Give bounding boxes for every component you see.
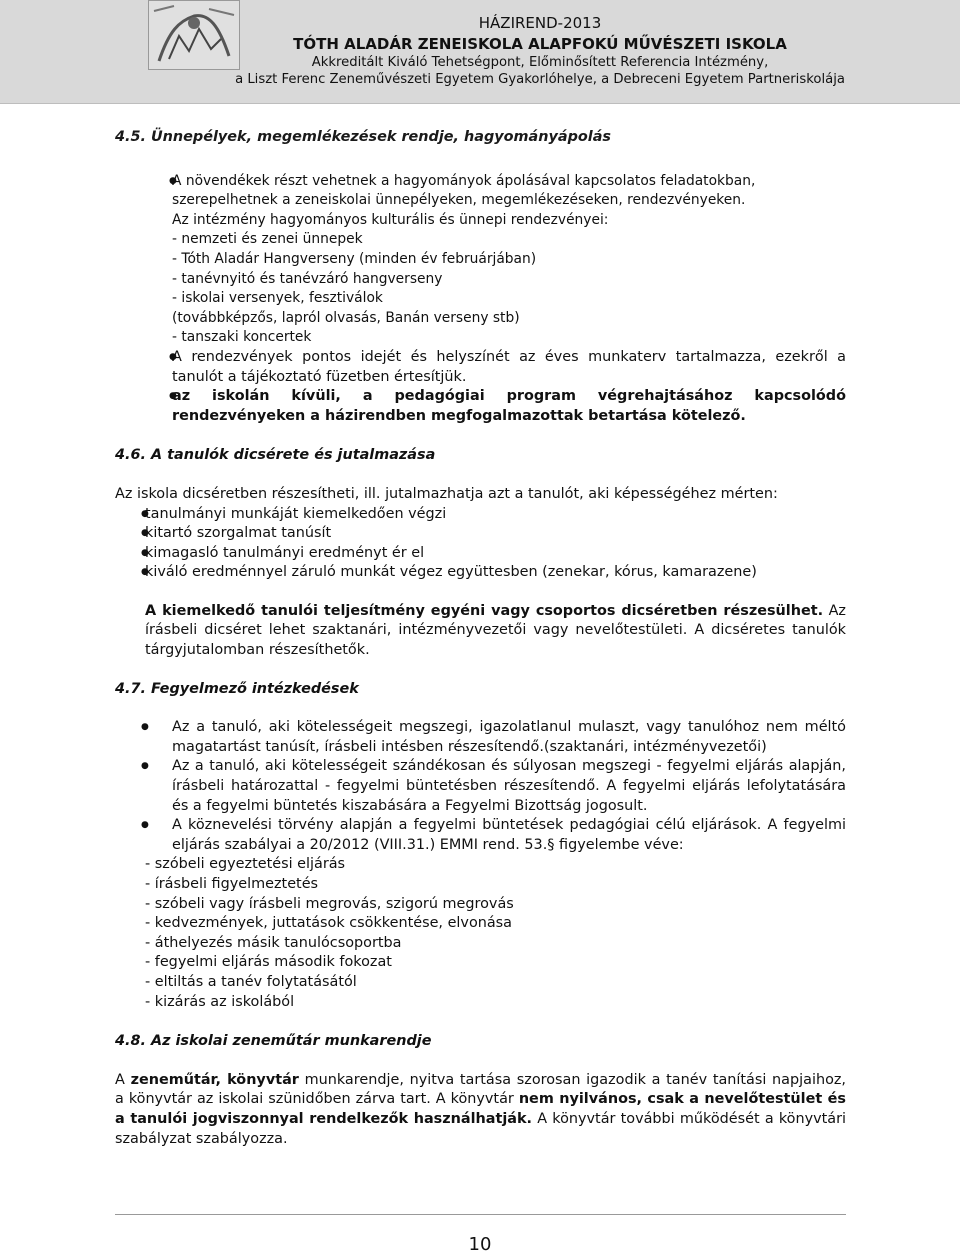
list-item: ● az iskolán kívüli, a pedagógiai program végrehajtásához kapcsolódó rendezvényeken a házirendben megfogalmazottak betartása kötelező.: [142, 387, 846, 426]
section-4-6-intro: Az iskola dicséretben részesítheti, ill. jutalmazhatja azt a tanulót, aki képességéhez mérten:: [115, 485, 778, 502]
header-subtitle-2: a Liszt Ferenc Zeneművészeti Egyetem Gyakorlóhelye, a Debreceni Egyetem Partneriskolája: [235, 72, 845, 87]
sanctions-list: [115, 855, 846, 1012]
event-line: - iskolai versenyek, fesztiválok: [172, 290, 383, 307]
paragraph-text: Az írásbeli dicséret lehet szaktanári, intézményvezetői vagy nevelőtestületi. A dicséretes tanulók tárgyjutalomban részesíthetők.: [145, 602, 846, 659]
list-item: ● A rendezvények pontos idejét és helyszínét az éves munkaterv tartalmazza, ezekről a tanulót a tájékoztató füzetben értesítjük.: [142, 348, 846, 387]
highlight-text: nem nyilvános, csak a nevelőtestület és a tanulói jogviszonnyal rendelkezők használhatják.: [115, 1091, 846, 1127]
section-4-5-title: 4.5. Ünnepélyek, megemlékezések rendje, hagyományápolás: [115, 129, 611, 145]
paragraph-text: A könyvtár további működését a könyvtári szabályzat szabályozza.: [115, 1110, 846, 1147]
list-item: ● kimagasló tanulmányi eredményt ér el: [115, 544, 846, 564]
event-line: - tanévnyitó és tanévzáró hangverseny: [172, 270, 443, 287]
header-title: HÁZIREND-2013: [478, 14, 602, 32]
sanction-item: - áthelyezés másik tanulócsoportba: [145, 934, 402, 951]
section-4-7-title: 4.7. Fegyelmező intézkedések: [115, 680, 359, 697]
section-4-6-title: 4.6. A tanulók dicsérete és jutalmazása: [115, 447, 436, 464]
header-school-name: TÓTH ALADÁR ZENEISKOLA ALAPFOKÚ MŰVÉSZETI ISKOLA: [293, 35, 787, 53]
list-item-text: ● A növendékek részt vehetnek a hagyományok ápolásával kapcsolatos feladatokban, szerepelhetnek a zeneiskolai ünnepélyeken, megemlékezéseken, rendezvényeken.: [172, 172, 756, 209]
event-line: - Tóth Aladár Hangverseny (minden év februárjában): [172, 250, 537, 267]
highlight-text: zeneműtár, könyvtár: [130, 1071, 299, 1088]
paragraph-text: munkarendje, nyitva tartása szorosan igazodik a tanév tanítási napjaihoz, a könyvtár az iskolai szünidőben zárva tart. A könyvtár: [115, 1071, 847, 1108]
list-item: ● kitartó szorgalmat tanúsít: [115, 524, 846, 544]
list-item: ● tanulmányi munkáját kiemelkedően végzi: [115, 505, 846, 525]
event-line: (továbbképzős, lapról olvasás, Banán verseny stb): [172, 309, 520, 326]
list-item: ● kiváló eredménnyel záruló munkát végez együttesben (zenekar, kórus, kamarazene): [115, 563, 846, 583]
list-item: ● A köznevelési törvény alapján a fegyelmi büntetések pedagógiai célú eljárások. A fegyelmi eljárás szabályai a 20/2012 (VIII.31.) EMMI rend. 53.§ figyelembe véve:: [115, 816, 846, 855]
sanction-item: - kizárás az iskolából: [145, 993, 295, 1010]
event-line: - tanszaki koncertek: [172, 329, 312, 346]
section-4-8-title: 4.8. Az iskolai zeneműtár munkarendje: [115, 1033, 432, 1050]
paragraph-text: A: [115, 1071, 131, 1088]
sanction-item: - fegyelmi eljárás második fokozat: [145, 954, 392, 971]
section-4-7-list: [115, 718, 846, 855]
header-subtitle-1: Akkreditált Kiváló Tehetségpont, Előminősített Referencia Intézmény,: [311, 55, 769, 70]
sanction-item: - eltiltás a tanév folytatásától: [145, 973, 357, 990]
sanction-item: - írásbeli figyelmeztetés: [145, 876, 319, 892]
section-4-6-list: [115, 505, 846, 583]
section-4-8-paragraph: [115, 1071, 846, 1149]
event-line: - nemzeti és zenei ünnepek: [172, 231, 363, 248]
sanction-item: - szóbeli egyeztetési eljárás: [145, 856, 346, 873]
list-item: [142, 172, 846, 348]
highlight-text: A kiemelkedő tanulói teljesítmény egyéni vagy csoportos dicséretben részesülhet.: [145, 602, 824, 619]
footer-divider: [115, 1214, 846, 1215]
page-number: 10: [468, 1234, 492, 1255]
sanction-item: - szóbeli vagy írásbeli megrovás, szigorú megrovás: [145, 895, 514, 912]
sanction-item: - kedvezmények, juttatások csökkentése, elvonása: [145, 915, 513, 932]
section-4-5-list: [142, 172, 846, 427]
list-item: ● Az a tanuló, aki kötelességeit megszegi, igazolatlanul mulaszt, vagy tanulóhoz nem méltó magatartást tanúsít, írásbeli intésben részesítendő.(szaktanári, intézményvezetői): [115, 718, 846, 757]
page-header: [0, 0, 960, 104]
list-item-intro: Az intézmény hagyományos kulturális és ünnepi rendezvényei:: [172, 211, 609, 228]
list-item: ● Az a tanuló, aki kötelességeit szándékosan és súlyosan megszegi - fegyelmi eljárás alapján, írásbeli határozattal - fegyelmi büntetésben részesítendő. A fegyelmi eljárás lefolytatására és a fegyelmi büntetés kiszabására a Fegyelmi Bizottság jogosult.: [115, 757, 846, 816]
section-4-6-paragraph: [115, 602, 846, 661]
document-body: [115, 128, 846, 1149]
